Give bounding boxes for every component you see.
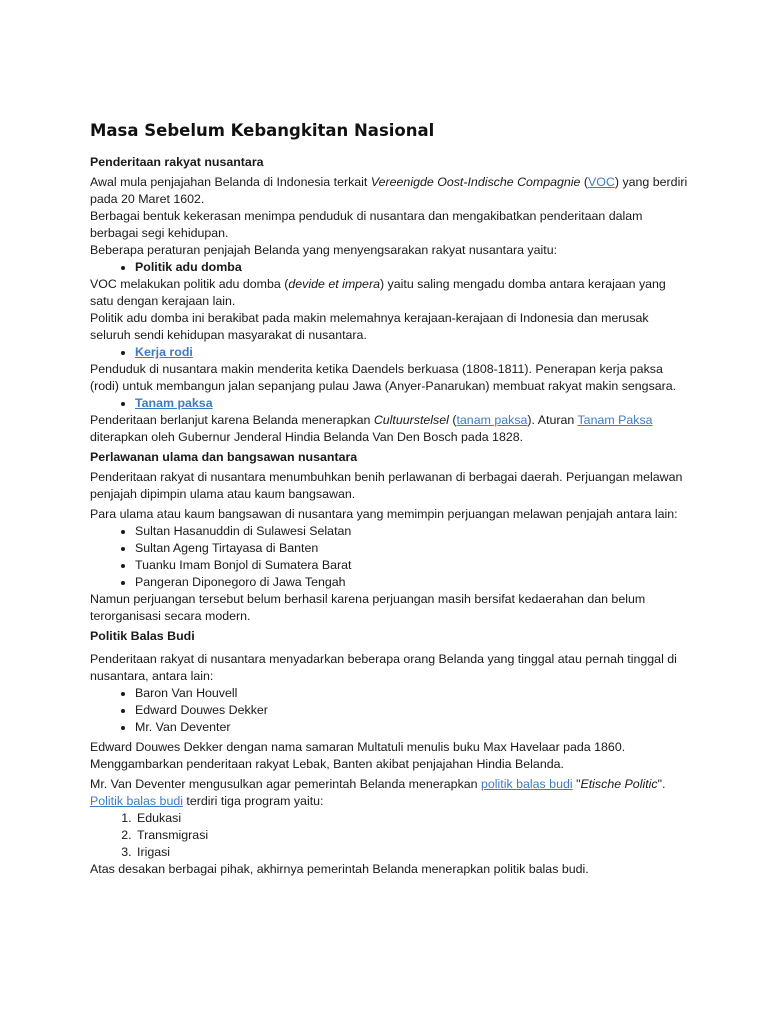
paragraph: Awal mula penjajahan Belanda di Indonesia terkait Vereenigde Oost-Indische Compagnie (VOC) yang berdiri pada 20 Maret 1602.: [90, 175, 688, 206]
list-item: [135, 395, 690, 412]
paragraph: Penderitaan rakyat di nusantara menumbuhkan benih perlawanan di berbagai daerah. Perjuangan melawan penjajah dipimpin ulama atau kaum bangsawan.: [90, 470, 683, 501]
kerja-rodi-link[interactable]: Kerja rodi: [135, 345, 193, 359]
list-item: • Mr. Van Deventer: [135, 719, 690, 736]
list-item: • Sultan Ageng Tirtayasa di Banten: [135, 540, 690, 557]
list-item: 1. Edukasi: [135, 810, 690, 827]
politik-balas-budi-link[interactable]: politik balas budi: [481, 777, 573, 791]
list-item: [135, 344, 690, 361]
paragraph: Penderitaan rakyat di nusantara menyadarkan beberapa orang Belanda yang tinggal atau pernah tinggal di nusantara, antara lain:: [90, 652, 677, 683]
section-heading-penderitaan: Penderitaan rakyat nusantara: [90, 155, 264, 169]
numbered-list: [90, 810, 690, 861]
paragraph: Edward Douwes Dekker dengan nama samaran Multatuli menulis buku Max Havelaar pada 1860.: [90, 740, 626, 754]
bullet-list: [90, 395, 690, 412]
voc-link[interactable]: VOC: [588, 175, 615, 189]
list-item: • Pangeran Diponegoro di Jawa Tengah: [135, 574, 690, 591]
bullet-list: [90, 344, 690, 361]
list-item: • Edward Douwes Dekker: [135, 702, 690, 719]
bullet-list: [90, 259, 690, 276]
paragraph: VOC melakukan politik adu domba (devide et impera) yaitu saling mengadu domba antara kerajaan yang satu dengan kerajaan lain.: [90, 277, 666, 308]
paragraph: Para ulama atau kaum bangsawan di nusantara yang memimpin perjuangan melawan penjajah antara lain:: [90, 507, 678, 521]
paragraph: Namun perjuangan tersebut belum berhasil karena perjuangan masih bersifat kedaerahan dan belum terorganisasi secara modern.: [90, 592, 646, 623]
paragraph: Penderitaan berlanjut karena Belanda menerapkan Cultuurstelsel (tanam paksa). Aturan Tanam Paksa diterapkan oleh Gubernur Jenderal Hindia Belanda Van Den Bosch pada 1828.: [90, 413, 653, 444]
section-heading-perlawanan: Perlawanan ulama dan bangsawan nusantara: [90, 450, 358, 464]
paragraph: Penduduk di nusantara makin menderita ketika Daendels berkuasa (1808-1811). Penerapan kerja paksa (rodi) untuk membangun jalan sepanjang pulau Jawa (Anyer-Panarukan) membuat rakyat makin sengsara.: [90, 362, 677, 393]
paragraph: Mr. Van Deventer mengusulkan agar pemerintah Belanda menerapkan politik balas budi "Etische Politic". Politik balas budi terdiri tiga program yaitu:: [90, 777, 666, 808]
paragraph: Berbagai bentuk kekerasan menimpa penduduk di nusantara dan mengakibatkan penderitaan dalam berbagai segi kehidupan.: [90, 209, 643, 240]
list-item: • Politik adu domba: [135, 259, 690, 276]
section-heading-politik-balas-budi: Politik Balas Budi: [90, 629, 195, 643]
tanam-paksa-link[interactable]: Tanam paksa: [135, 396, 213, 410]
list-item: • Sultan Hasanuddin di Sulawesi Selatan: [135, 523, 690, 540]
list-item: 2. Transmigrasi: [135, 827, 690, 844]
tanam-paksa-inline-link[interactable]: tanam paksa: [456, 413, 528, 427]
tanam-paksa-inline-link-2[interactable]: Tanam Paksa: [577, 413, 653, 427]
bullet-list: [90, 685, 690, 736]
politik-balas-budi-link-2[interactable]: Politik balas budi: [90, 794, 183, 808]
paragraph: Menggambarkan penderitaan rakyat Lebak, Banten akibat penjajahan Hindia Belanda.: [90, 757, 564, 771]
list-item: • Tuanku Imam Bonjol di Sumatera Barat: [135, 557, 690, 574]
paragraph: Beberapa peraturan penjajah Belanda yang menyengsarakan rakyat nusantara yaitu:: [90, 243, 558, 257]
bullet-list: [90, 523, 690, 591]
list-item: • Baron Van Houvell: [135, 685, 690, 702]
list-item: 3. Irigasi: [135, 844, 690, 861]
page-title: Masa Sebelum Kebangkitan Nasional: [90, 121, 435, 140]
document-content: [90, 120, 690, 878]
paragraph: Politik adu domba ini berakibat pada makin melemahnya kerajaan-kerajaan di Indonesia dan merusak seluruh sendi kehidupan masyarakat di nusantara.: [90, 311, 649, 342]
paragraph: Atas desakan berbagai pihak, akhirnya pemerintah Belanda menerapkan politik balas budi.: [90, 862, 589, 876]
